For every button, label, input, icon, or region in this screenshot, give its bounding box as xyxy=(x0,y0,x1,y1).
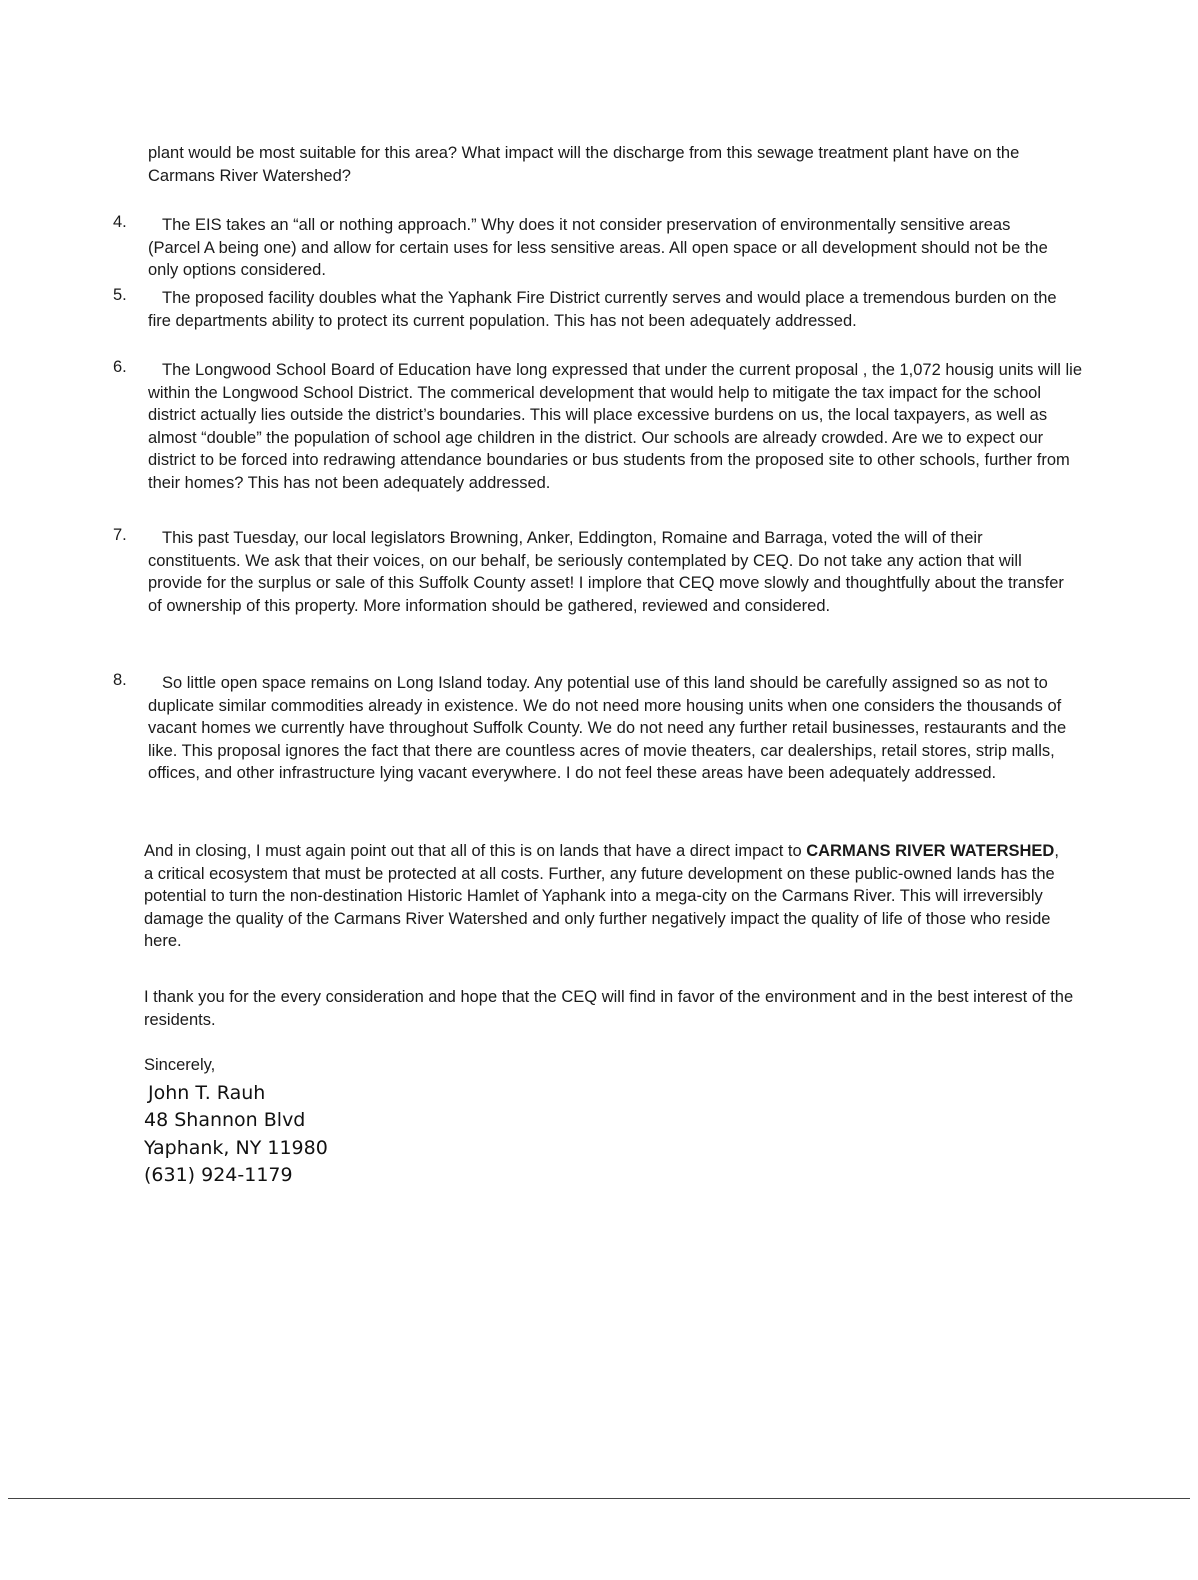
thanks-paragraph: I thank you for the every consideration and hope that the CEQ will find in favor of the environment and in the best interest of the residents. xyxy=(144,988,1074,1029)
closing-text-before: And in closing, I must again point out that all of this is on lands that have a direct impact to xyxy=(144,842,807,860)
item-8-text: So little open space remains on Long Island today. Any potential use of this land should be carefully assigned so as not to duplicate similar commodities already in existence. We do not need more housing units when one considers the thousands of vacant homes we currently have throughout Suffolk County. We do not need any further retail businesses, restaurants and the like. This proposal ignores the fact that there are countless acres of movie theaters, car dealerships, retail stores, strip malls, offices, and other infrastructure lying vacant everywhere. I do not feel these areas have been adequately addressed. xyxy=(148,674,1067,782)
item-6-number: 6. xyxy=(113,358,127,376)
item-5-number: 5. xyxy=(113,286,127,304)
salutation: Sincerely, xyxy=(144,1056,216,1074)
item-7-text: This past Tuesday, our local legislators Browning, Anker, Eddington, Romaine and Barraga, voted the will of their constituents. We ask that their voices, on our behalf, be seriously contemplated by CEQ. Do not take any action that will provide for the surplus or sale of this Suffolk County asset! I implore that CEQ move slowly and thoughtfully about the transfer of ownership of this property. More information should be gathered, reviewed and considered. xyxy=(148,529,1064,615)
signature-phone: (631) 924-1179 xyxy=(144,1164,293,1186)
closing-paragraph xyxy=(144,840,1064,953)
closing-emphasis: CARMANS RIVER WATERSHED xyxy=(806,842,1055,860)
signature-street: 48 Shannon Blvd xyxy=(144,1109,306,1131)
item-5-text: The proposed facility doubles what the Yaphank Fire District currently serves and would place a tremendous burden on the fire departments ability to protect its current population. This has not been adequately addressed. xyxy=(148,289,1057,330)
item-7-number: 7. xyxy=(113,526,127,544)
intro-continuation: plant would be most suitable for this area? What impact will the discharge from this sewage treatment plant have on the Carmans River Watershed? xyxy=(148,144,1020,185)
item-4-text: The EIS takes an “all or nothing approach.” Why does it not consider preservation of environmentally sensitive areas (Parcel A being one) and allow for certain uses for less sensitive areas. All open space or all development should not be the only options considered. xyxy=(148,216,1048,279)
page-bottom-rule xyxy=(8,1498,1190,1499)
signature-city: Yaphank, NY 11980 xyxy=(144,1137,328,1159)
item-8-number: 8. xyxy=(113,671,127,689)
closing-text-after: , a critical ecosystem that must be protected at all costs. Further, any future development on these public-owned lands has the potential to turn the non-destination Historic Hamlet of Yaphank into a mega-city on the Carmans River. This will irreversibly damage the quality of the Carmans River Watershed and only further negatively impact the quality of life of those who reside here. xyxy=(144,842,1059,950)
signature-name: John T. Rauh xyxy=(148,1082,266,1104)
item-6-text: The Longwood School Board of Education have long expressed that under the current proposal , the 1,072 housig units will lie within the Longwood School District. The commerical development that would help to mitigate the tax impact for the school district actually lies outside the district’s boundaries. This will place excessive burdens on us, the local taxpayers, as well as almost “double” the population of school age children in the district. Our schools are already crowded. Are we to expect our district to be forced into redrawing attendance boundaries or bus students from the proposed site to other schools, further from their homes? This has not been adequately addressed. xyxy=(148,361,1083,492)
item-4-number: 4. xyxy=(113,213,127,231)
